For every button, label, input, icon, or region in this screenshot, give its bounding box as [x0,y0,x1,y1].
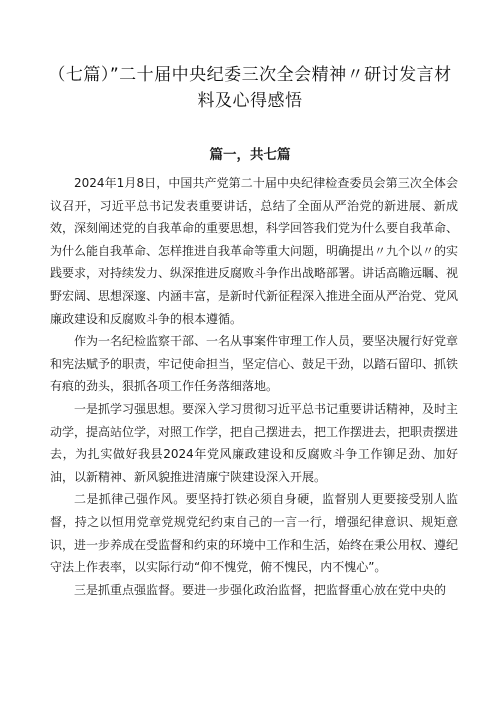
paragraph: 2024年1月8日，中国共产党第二十届中央纪律检查委员会第三次全体会议召开，习近平总书记发表重要讲话，总结了全面从严治党的新进展、新成效，深刻阐述党的自我革命的重要思想，科学回答我们党为什么要自我革命、为什么能自我革命、怎样推进自我革命等重大问题，明确提出〃九个以〃的实践要求，对持续发力、纵深推进反腐败斗争作出战略部署。讲话高瞻远瞩、视野宏阔、思想深邃、内涵丰富，是新时代新征程深入推进全面从严治党、党风廉政建设和反腐败斗争的根本遵循。 [50,176,459,326]
document-title: （七篇）”二十届中央纪委三次全会精神〃研讨发言材料及心得感悟 [48,65,452,111]
paragraph: 一是抓学习强思想。要深入学习贯彻习近平总书记重要讲话精神，及时主动学，提高站位学，对照工作学，把自己摆进去，把工作摆进去，把职责摆进去，为扎实做好我县2024年党风廉政建设和反腐败斗争工作铆足劲、加好油，以新精神、新风貌推进清廉宁陕建设深入开展。 [50,401,459,484]
document-body [50,172,458,601]
section-heading: 篇一，共七篇 [209,147,291,163]
paragraph: 二是抓律己强作风。要坚持打铁必须自身硬，监督别人更要接受别人监督，持之以恒用党章党规党纪约束自己的一言一行，增强纪律意识、规矩意识，进一步养成在受监督和约束的环境中工作和生活，始终在秉公用权、遵纪守法上作表率，以实际行动“仰不愧党，俯不愧民，内不愧心”。 [50,492,459,575]
paragraph: 作为一名纪检监察干部、一名从事案件审理工作人员，要坚决履行好党章和宪法赋予的职责，牢记使命担当，坚定信心、鼓足干劲，以踏石留印、抓铁有痕的劲头，狠抓各项工作任务落细落地。 [50,334,459,394]
paragraph: 三是抓重点强监督。要进一步强化政治监督，把监督重心放在党中央的 [74,582,447,597]
